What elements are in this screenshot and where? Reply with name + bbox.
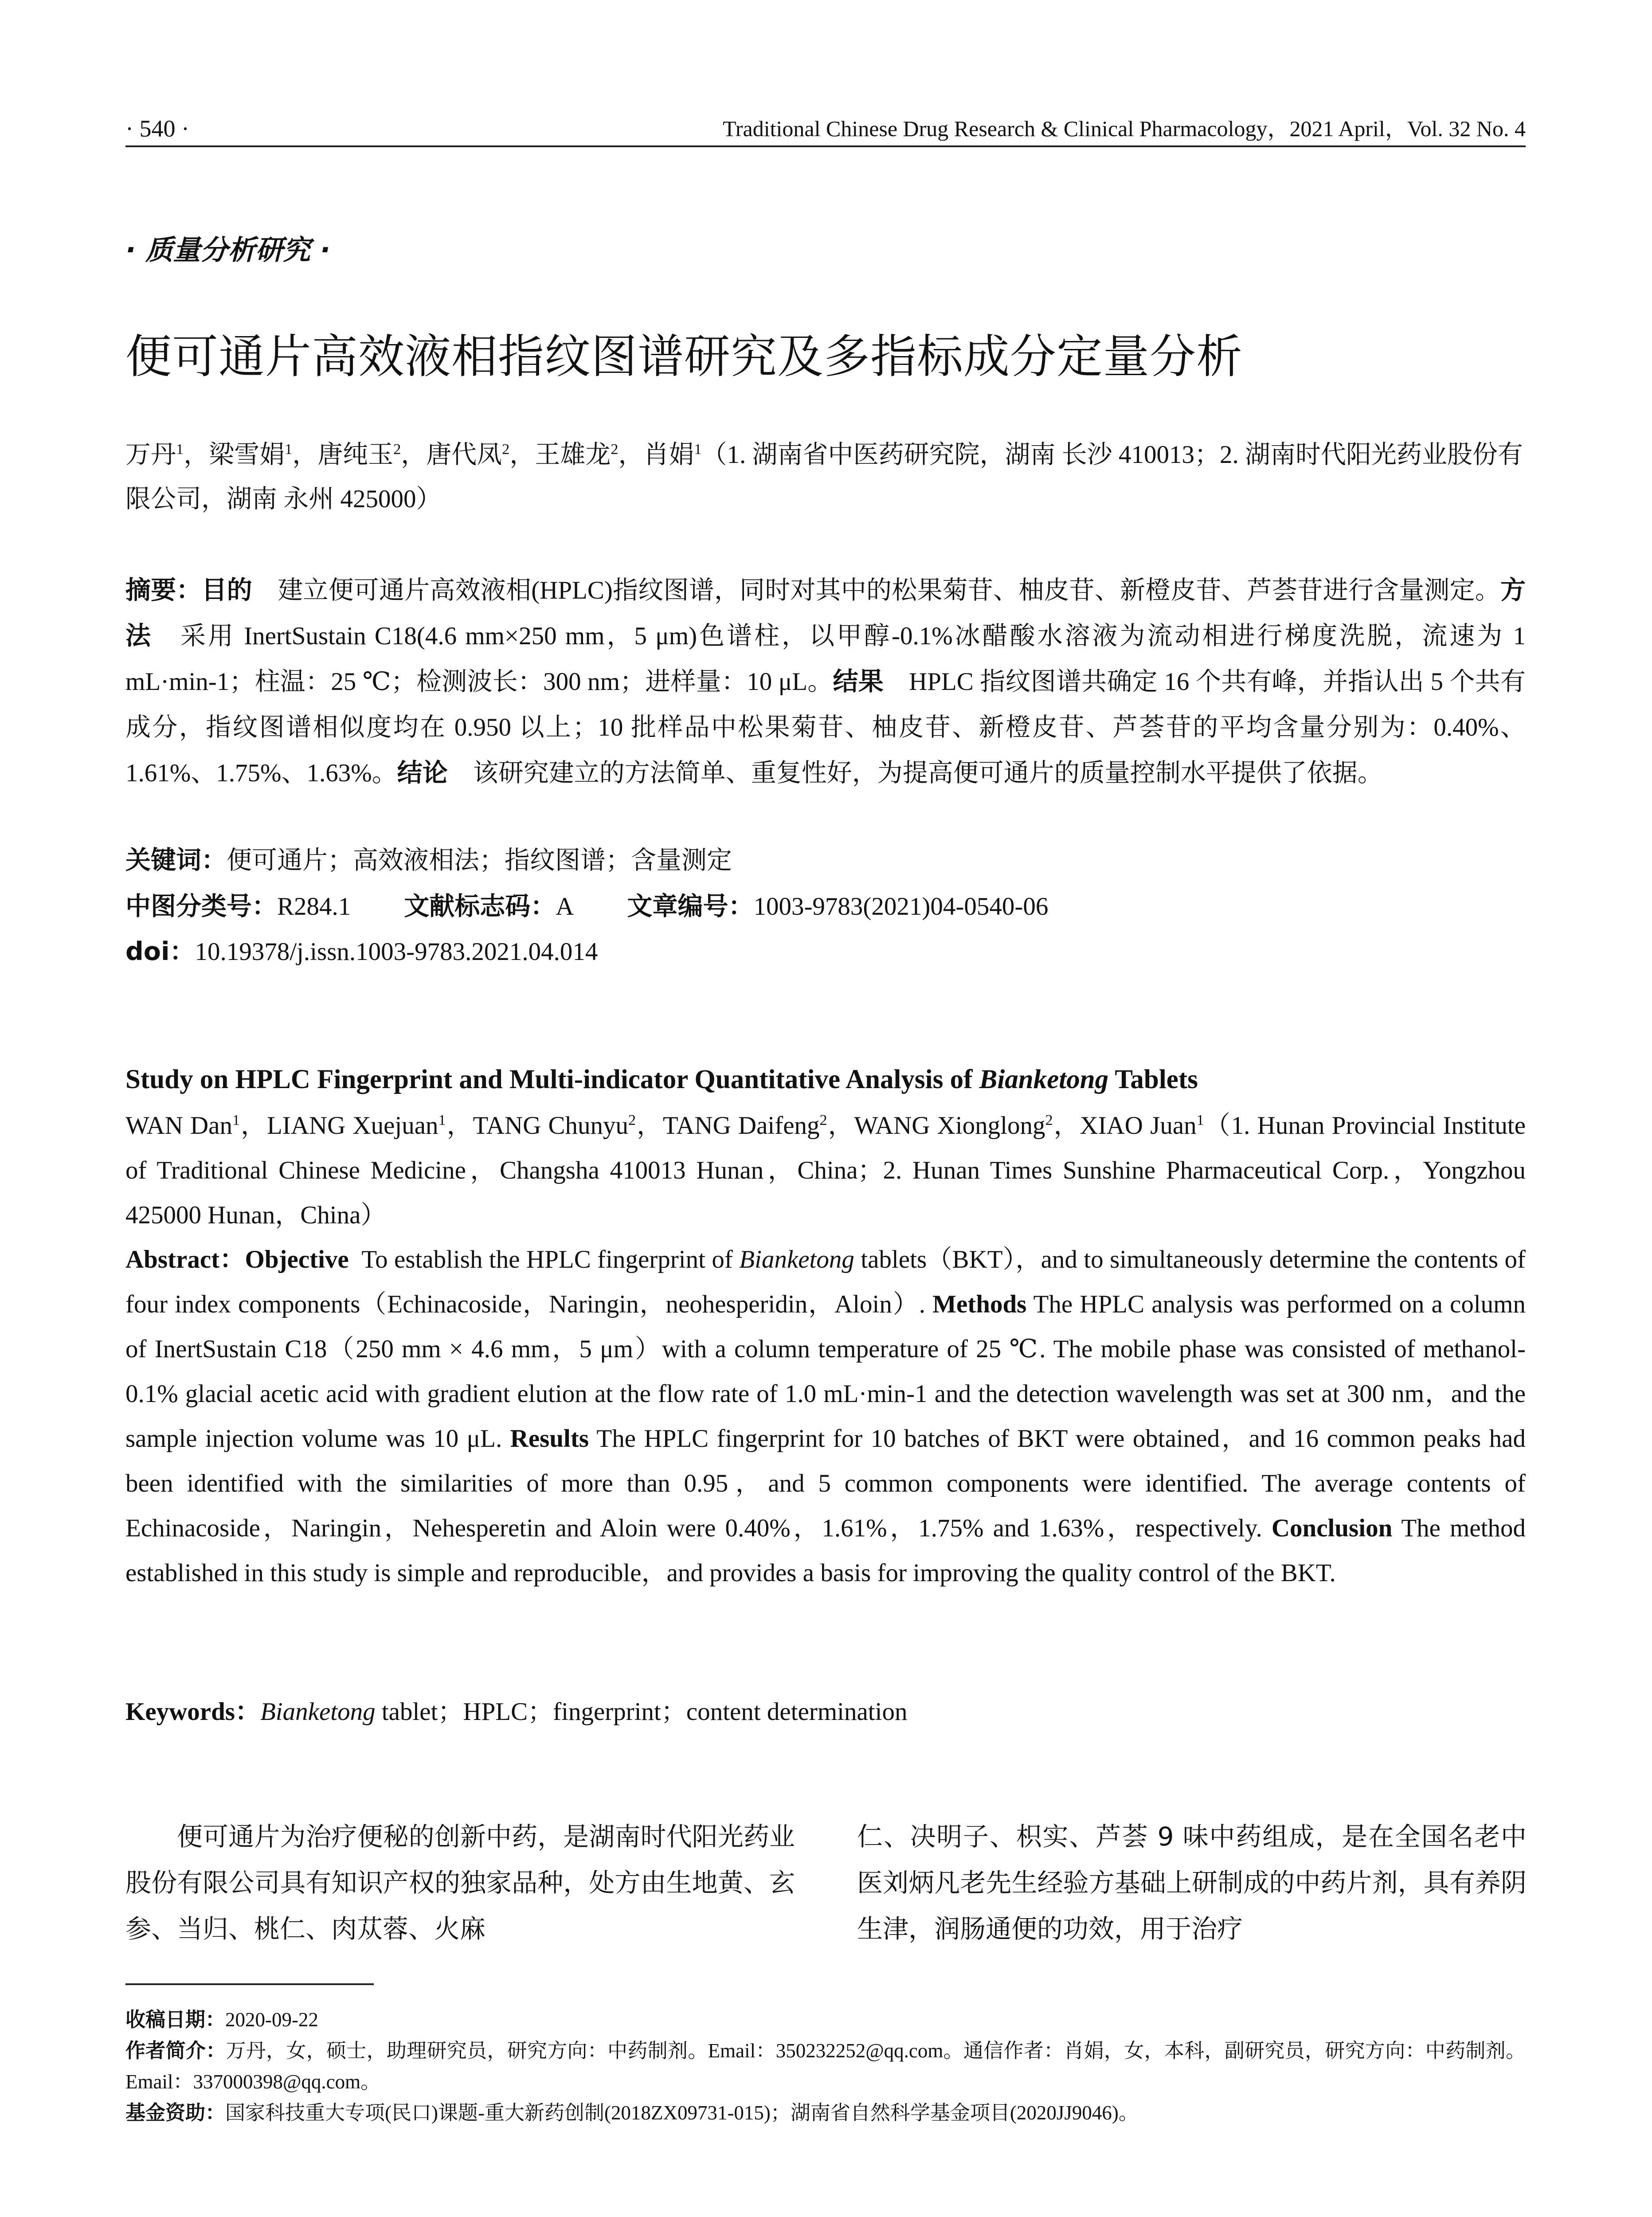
funding-text: 国家科技重大专项(民口)课题-重大新药创制(2018ZX09731-015)；湖南省自然科学基金项目(2020JJ9046)。 (225, 2102, 1139, 2124)
affiliations-en: （1. Hunan Provincial Institute of Traditional Chinese Medicine，Changsha 410013 Hunan，China；2. Hunan Times Sunshine Pharmaceutical Corp.，Yongzhou 425000 Hunan，China） (125, 1112, 1526, 1229)
doi-label: doi： (125, 937, 195, 966)
running-header (125, 110, 1526, 147)
author-name: WAN Dan (125, 1112, 232, 1140)
funding-label: 基金资助： (125, 2101, 226, 2124)
results-text: HPLC 指纹图谱共确定 16 个共有峰，并指认出 5 个共有成分，指纹图谱相似度均在 0.950 以上；10 批样品中松果菊苷、柚皮苷、新橙皮苷、芦荟苷的平均含量分别为：0.40%、1.61%、1.75%、1.63%。 (125, 668, 1526, 787)
page-number: · 540 · (125, 115, 189, 142)
header-rule (125, 145, 1526, 147)
doc-code-value: A (556, 893, 574, 920)
keywords-label: 关键词： (125, 846, 227, 875)
body-text-right: 仁、决明子、枳实、芦荟 9 味中药组成，是在全国名老中医刘炳凡老先生经验方基础上研制成的中药片剂，具有养阴生津，润肠通便的功效，用于治疗 (857, 1821, 1527, 1944)
affiliation-mark: 1 (694, 441, 702, 458)
english-title (125, 1064, 1198, 1095)
author-list-cn: 万丹$^1$，梁雪娟$^1$，唐纯玉$^2$，唐代凤$^2$，王雄龙$^2$，肖娟$^1$（1. 湖南省中医药研究院，湖南 长沙 410013；2. 湖南时代阳光药业股份有限公司，湖南 永州 425000） (125, 441, 1523, 513)
keywords-text: tablet；HPLC；fingerprint；content determination (375, 1698, 908, 1726)
keyword-italic: Bianketong (260, 1698, 376, 1726)
footnotes (125, 2004, 1526, 2128)
affiliation-mark: 1 (438, 1112, 446, 1128)
doi-line (125, 934, 1526, 970)
doc-code-label: 文献标志码： (404, 892, 556, 921)
objective-label: Objective (245, 1246, 349, 1273)
page-title: 便可通片高效液相指纹图谱研究及多指标成分定量分析 (125, 329, 1243, 384)
conclusion-label: Conclusion (1271, 1514, 1393, 1542)
conclusion-label: 结论 (397, 758, 448, 787)
author-name: 肖娟 (643, 441, 694, 469)
received-value: 2020-09-22 (225, 2009, 318, 2031)
body-text-left: 便可通片为治疗便秘的创新中药，是湖南时代阳光药业股份有限公司具有知识产权的独家品种，处方由生地黄、玄参、当归、桃仁、肉苁蓉、火麻 (125, 1821, 795, 1944)
english-title-part: Tablets (1108, 1065, 1198, 1094)
author-name: WANG Xionglong (854, 1112, 1045, 1140)
received-label: 收稿日期： (125, 2008, 226, 2031)
methods-text: 采用 InertSustain C18(4.6 mm×250 mm，5 μm)色谱柱，以甲醇-0.1%冰醋酸水溶液为流动相进行梯度洗脱，流速为 1 mL·min-1；柱温：25 ℃；检测波长：300 nm；进样量：10 μL。 (125, 622, 1526, 696)
affiliation-mark: 2 (1045, 1112, 1053, 1128)
clc-label: 中图分类号： (125, 892, 277, 921)
abstract-cn (125, 568, 1526, 796)
keywords-cn (125, 842, 1526, 878)
affiliation-mark: 1 (285, 441, 293, 458)
author-bio-text: 万丹，女，硕士，助理研究员，研究方向：中药制剂。Email：350232252@qq.com。通信作者：肖娟，女，本科，副研究员，研究方向：中药制剂。Email：337000398@qq.com。 (125, 2040, 1526, 2093)
results-label: 结果 (833, 667, 884, 696)
keywords-en (125, 1689, 1526, 1734)
objective-italic: Bianketong (739, 1246, 854, 1273)
author-name: TANG Chunyu (473, 1112, 628, 1140)
affiliation-mark: 2 (502, 441, 510, 458)
author-name: TANG Daifeng (662, 1112, 820, 1140)
author-name: XIAO Juan (1080, 1112, 1197, 1140)
methods-text: The HPLC analysis was performed on a column of InertSustain C18（250 mm × 4.6 mm，5 μm）with a column temperature of 25 ℃. The mobile phase was consisted of methanol-0.1% glacial acetic acid with gradient elution at the flow rate of 1.0 mL·min-1 and the detection wavelength was set at 300 nm，and the sample injection volume was 10 μL. (125, 1290, 1526, 1453)
affiliation-mark: 1 (1196, 1112, 1204, 1128)
affiliation-mark: 2 (393, 441, 401, 458)
results-text: The HPLC fingerprint for 10 batches of BKT were obtained，and 16 common peaks had been identified with the similarities of more than 0.95，and 5 common components were identified. The average contents of Echinacoside，Naringin，Nehesperetin and Aloin were 0.40%，1.61%，1.75% and 1.63%，respectively. (125, 1425, 1526, 1542)
doi-value[interactable]: 10.19378/j.issn.1003-9783.2021.04.014 (195, 938, 598, 966)
article-number-label: 文章编号： (627, 892, 754, 921)
conclusion-text: The method established in this study is simple and reproducible，and provides a basis for improving the quality control of the BKT. (125, 1514, 1526, 1587)
author-list-en: WAN Dan$^1$，LIANG Xuejuan$^1$，TANG Chunyu$^2$，TANG Daifeng$^2$，WANG Xionglong$^2$，XIAO Juan$^1$（1. Hunan Provincial Institute of Traditional Chinese Medicine，Changsha 410013 Hunan，China；2. Hunan Times Sunshine Pharmaceutical Corp.，Yongzhou 425000 Hunan，China） (125, 1112, 1526, 1229)
conclusion-text: 该研究建立的方法简单、重复性好，为提高便可通片的质量控制水平提供了依据。 (473, 759, 1383, 787)
methods-label: 方法 (125, 576, 1526, 650)
affiliations-cn: （1. 湖南省中医药研究院，湖南 长沙 410013；2. 湖南时代阳光药业股份有限公司，湖南 永州 425000） (125, 441, 1523, 513)
affiliation-mark: 1 (232, 1112, 240, 1128)
methods-label: Methods (932, 1290, 1027, 1318)
affiliation-mark: 2 (819, 1112, 827, 1128)
affiliation-mark: 2 (611, 441, 619, 458)
journal-citation: Traditional Chinese Drug Research & Clinical Pharmacology，2021 April，Vol. 32 No. 4 (723, 116, 1526, 141)
classification-line (125, 889, 1526, 924)
funding-note (125, 2097, 1526, 2128)
author-name: 王雄龙 (535, 441, 611, 469)
objective-text: 建立便可通片高效液相(HPLC)指纹图谱，同时对其中的松果菊苷、柚皮苷、新橙皮苷、芦荟苷进行含量测定。 (278, 576, 1501, 604)
abstract-label: Abstract： (125, 1246, 245, 1273)
objective-label: 目的 (201, 576, 253, 605)
affiliation-mark: 1 (176, 441, 184, 458)
affiliation-mark: 2 (628, 1112, 636, 1128)
author-bio-label: 作者简介： (125, 2039, 226, 2062)
author-name: 万丹 (125, 441, 176, 469)
objective-text: To establish the HPLC fingerprint of (361, 1246, 740, 1273)
results-label: Results (510, 1425, 589, 1453)
keywords-text: 便可通片；高效液相法；指纹图谱；含量测定 (227, 846, 732, 874)
keywords-label: Keywords： (125, 1698, 260, 1726)
objective-text: tablets（BKT），and to simultaneously determine the contents of four index components（Echinacoside，Naringin，neohesperidin，Aloin）. (125, 1246, 1526, 1318)
clc-value: R284.1 (277, 893, 351, 920)
author-bio-note (125, 2035, 1526, 2097)
author-name: 唐代凤 (426, 441, 502, 469)
section-tag: · 质量分析研究 · (125, 234, 331, 266)
article-number-value: 1003-9783(2021)04-0540-06 (753, 893, 1049, 920)
english-title-italic: Bianketong (979, 1065, 1109, 1094)
abstract-label: 摘要： (125, 576, 202, 605)
author-name: 唐纯玉 (317, 441, 394, 469)
abstract-en (125, 1237, 1526, 1595)
received-date-note (125, 2004, 1526, 2035)
author-name: LIANG Xuejuan (266, 1112, 438, 1140)
english-title-part: Study on HPLC Fingerprint and Multi-indicator Quantitative Analysis of (125, 1065, 979, 1094)
footnote-rule (125, 1983, 374, 1985)
author-name: 梁雪娟 (209, 441, 285, 469)
